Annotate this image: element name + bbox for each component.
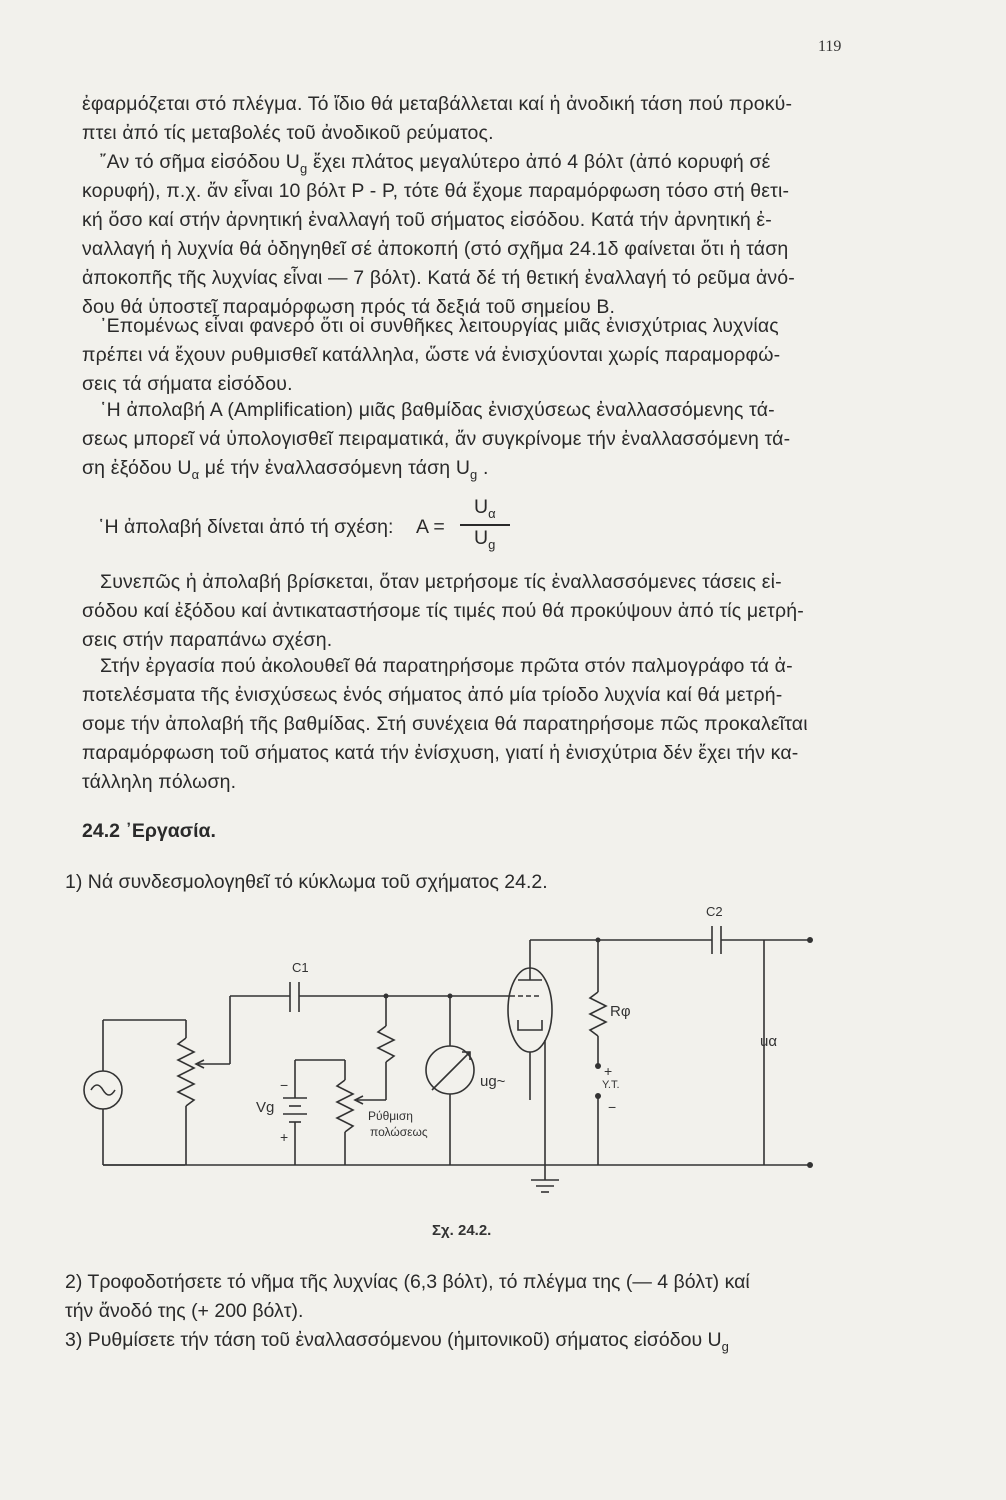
gain-formula: [98, 496, 698, 566]
text-line: κορυφή), π.χ. ἄν εἶναι 10 βόλτ Ρ - Ρ, τότε θά ἔχομε παραμόρφωση τόσο στή θετι-: [82, 180, 790, 202]
text-fragment: μέ τήν ἐναλλασσόμενη τάση U: [199, 457, 471, 479]
paragraph-amplification: [82, 396, 862, 483]
text-line: Στήν ἐργασία πού ἀκολουθεῖ θά παρατηρήσομε πρῶτα στόν παλμογράφο τά ἀ-: [100, 655, 793, 677]
numerator: [474, 496, 496, 519]
label-bias-adjust: Ρύθμιση: [368, 1109, 413, 1123]
text-line: ποτελέσματα τῆς ἐνισχύσεως ἑνός σήματος ἀπό μία τρίοδο λυχνία καί θά μετρή-: [82, 684, 783, 706]
text-fragment: 3) Ρυθμίσετε τήν τάση τοῦ ἐναλλασσόμενου (ἡμιτονικοῦ) σήματος εἰσόδου U: [65, 1329, 722, 1351]
fraction-bar: [460, 524, 510, 526]
grid-resistor: [378, 1026, 394, 1062]
label-rp: Rφ: [610, 1003, 631, 1020]
plate-resistor: [590, 992, 606, 1036]
text-line: ῾Η ἀπολαβή Α (Amplification) μιᾶς βαθμίδας ἐνισχύσεως ἐναλλασσόμενης τά-: [100, 399, 775, 421]
subscript: α: [488, 506, 496, 521]
label-c2: C2: [706, 904, 723, 919]
input-potentiometer: [178, 1038, 194, 1106]
text-line: σομε τήν ἀπολαβή τῆς βαθμίδας. Στή συνέχεια θά παρατηρήσομε πῶς προκαλεῖται: [82, 713, 808, 735]
text-line: ἐφαρμόζεται στό πλέγμα. Τό ἴδιο θά μεταβάλλεται καί ἡ ἀνοδική τάση πού προκύ-: [82, 93, 793, 115]
text-fragment: ῎Αν τό σῆμα εἰσόδου U: [100, 151, 301, 173]
circuit-diagram: [0, 880, 1006, 1220]
label-c1: C1: [292, 960, 309, 975]
paragraph-distortion: [82, 148, 862, 322]
bias-potentiometer: [337, 1080, 353, 1132]
numerator-symbol: U: [474, 496, 489, 518]
text-line: τάλληλη πόλωση.: [82, 771, 237, 793]
label-minus: −: [608, 1099, 617, 1115]
label-plus: +: [604, 1063, 613, 1079]
text-line: παραμόρφωση τοῦ σήματος κατά τήν ἐνίσχυση, γιατί ἡ ἐνισχύτρια δέν ἔχει τήν κα-: [82, 742, 799, 764]
text-line: πρέπει νά ἔχουν ρυθμισθεῖ κατάλληλα, ὥστε νά ἐνισχύονται χωρίς παραμορφώ-: [82, 344, 781, 366]
text-fragment: ση ἐξόδου U: [82, 457, 192, 479]
text-line: κή ὅσο καί στήν ἀρνητική ἐναλλαγή τοῦ σήματος εἰσόδου. Κατά τήν ἀρνητική ἐ-: [82, 209, 772, 231]
text-line: [82, 454, 862, 483]
text-line: [82, 148, 862, 177]
text-fragment: ἔχει πλάτος μεγαλύτερο ἀπό 4 βόλτ (ἀπό κορυφή σέ: [307, 151, 771, 173]
subscript: α: [191, 467, 200, 482]
label-ug: ug~: [480, 1073, 506, 1090]
subscript: g: [721, 1339, 729, 1354]
text-line: 2) Τροφοδοτήσετε τό νῆμα τῆς λυχνίας (6,3 βόλτ), τό πλέγμα της (— 4 βόλτ) καί: [65, 1271, 750, 1293]
label-minus: −: [280, 1077, 289, 1093]
paragraph-intro: [82, 90, 862, 148]
voltmeter-icon: [426, 1046, 474, 1094]
supply-terminal: [595, 1063, 601, 1069]
text-line: ἀποκοπῆς τῆς λυχνίας εἶναι — 7 βόλτ). Κατά δέ τή θετική ἐναλλαγή τό ρεῦμα ἀνό-: [82, 267, 795, 289]
text-line: σεις τά σήματα εἰσόδου.: [82, 373, 293, 395]
text-line: ναλλαγή ἡ λυχνία θά ὁδηγηθεῖ σέ ἀποκοπή (στό σχῆμα 24.1δ φαίνεται ὅτι ἡ τάση: [82, 238, 789, 260]
text-fragment: .: [477, 457, 489, 479]
step-2: [65, 1268, 750, 1326]
step-3: [65, 1326, 729, 1355]
label-plus: +: [280, 1129, 289, 1145]
subscript: g: [470, 467, 478, 482]
text-line: πτει ἀπό τίς μεταβολές τοῦ ἀνοδικοῦ ρεύματος.: [82, 122, 494, 144]
text-line: Συνεπῶς ἡ ἀπολαβή βρίσκεται, ὅταν μετρήσομε τίς ἐναλλασσόμενες τάσεις εἰ-: [100, 571, 782, 593]
output-terminal: [807, 1162, 813, 1168]
paragraph-measurement: [82, 568, 862, 655]
label-bias-adjust: πολώσεως: [370, 1125, 428, 1139]
figure-caption: Σχ. 24.2.: [432, 1222, 492, 1239]
text-line: τήν ἄνοδό της (+ 200 βόλτ).: [65, 1300, 304, 1322]
text-line: ᾿Επομένως εἶναι φανερό ὅτι οἱ συνθῆκες λειτουργίας μιᾶς ἐνισχύτριας λυχνίας: [100, 315, 779, 337]
text-line: σεως μπορεῖ νά ὑπολογισθεῖ πειραματικά, ἄν συγκρίνομε τήν ἐναλλασσόμενη τά-: [82, 428, 791, 450]
label-vg: Vg: [256, 1099, 275, 1116]
text-line: σόδου καί ἐξόδου καί ἀντικαταστήσομε τίς τιμές πού θά προκύψουν ἀπό τίς μετρή-: [82, 600, 804, 622]
paragraph-conditions: [82, 312, 862, 399]
supply-terminal: [595, 1093, 601, 1099]
subscript: g: [300, 161, 308, 176]
paragraph-procedure: [82, 652, 862, 797]
formula-lhs: A =: [416, 516, 445, 538]
fraction: [416, 496, 516, 566]
text-line: δου θά ὑποστεῖ παραμόρφωση πρός τά δεξιά τοῦ σημείου Β.: [82, 296, 616, 318]
formula-label: ῾Η ἀπολαβή δίνεται ἀπό τή σχέση:: [98, 516, 394, 538]
section-heading: 24.2 ᾿Εργασία.: [82, 820, 216, 842]
subscript: g: [488, 537, 496, 552]
sine-wave-icon: [91, 1085, 115, 1095]
denominator-symbol: U: [474, 527, 489, 549]
output-terminal: [807, 937, 813, 943]
text-line: σεις στήν παραπάνω σχέση.: [82, 629, 333, 651]
page-number: 119: [818, 38, 842, 55]
denominator: [474, 527, 495, 550]
label-ua: uα: [760, 1033, 778, 1050]
step-1: 1) Νά συνδεσμολογηθεῖ τό κύκλωμα τοῦ σχήματος 24.2.: [65, 871, 548, 893]
label-yt: Υ.Τ.: [602, 1079, 620, 1091]
